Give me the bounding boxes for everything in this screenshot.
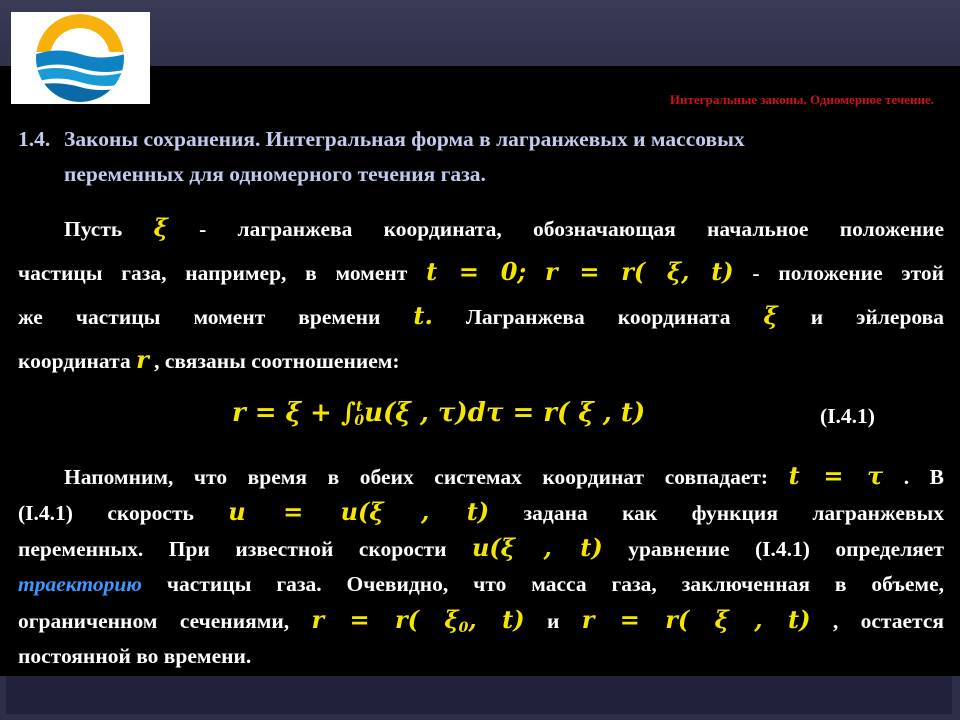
para2-line1: Напомним, что время в обеих системах координат совпадает: t = τ . В (64, 461, 945, 490)
math-xi: ξ (153, 213, 168, 242)
equation-formula: r = ξ + ∫$^t_0$u(ξ , τ)dτ = r( ξ , t) (232, 398, 646, 429)
para2-line4: траекторию частицы газа. Очевидно, что масса газа, заключенная в объеме, (18, 572, 944, 596)
logo (11, 12, 150, 104)
para1-line3: же частицы момент времени t. Лагранжева координата ξ и эйлерова (18, 301, 944, 330)
math-t-tau: t = τ (788, 461, 884, 490)
paragraph-2 (18, 458, 944, 674)
bottom-band (0, 676, 960, 720)
para1-line2: частицы газа, например, в момент t = 0; r = r( ξ, t) - положение этой (18, 257, 945, 286)
math-r-def: r = r( ξ, t) (545, 257, 734, 286)
math-t: t. (413, 301, 433, 330)
math-u: u(ξ , t) (471, 533, 603, 562)
section-heading-line2: переменных для одномерного течения газа. (64, 162, 486, 186)
para2-line3: переменных. При известной скорости u(ξ , t) уравнение (I.4.1) определяет (18, 533, 945, 562)
math-r: r (136, 345, 149, 374)
slide-title: Интегральные законы. Одномерное течение. (669, 92, 934, 107)
para2-line5: ограниченном сечениями, r = r( $\xi_0$, t) и r = r( ξ , t) , остается (18, 605, 945, 636)
equation-label: (I.4.1) (820, 404, 875, 428)
section-heading (18, 122, 946, 192)
math-velocity: u = u(ξ , t) (228, 497, 490, 526)
term-trajectory: траекторию (18, 572, 142, 596)
math-r-xi0: r = r( $\xi_0$, t) (311, 605, 525, 636)
para2-line6: постоянной во времени. (18, 644, 252, 668)
para1-line4: координата r , связаны соотношением: (18, 345, 400, 374)
section-number: 1.4. (18, 127, 51, 151)
para1-line1: Пусть ξ - лагранжева координата, обозначающая начальное положение (64, 213, 945, 242)
math-r-xi: r = r( ξ , t) (581, 605, 811, 634)
section-heading-line1: Законы сохранения. Интегральная форма в лагранжевых и массовых (64, 127, 745, 151)
para2-line2: (I.4.1) скорость u = u(ξ , t) задана как функция лагранжевых (18, 497, 945, 526)
equation-I-4-1 (0, 398, 960, 444)
paragraph-1 (18, 206, 944, 382)
integral-sign: ∫ (340, 398, 356, 428)
math-t-zero: t = 0; (426, 257, 527, 286)
sun-waves-logo-icon (11, 12, 150, 104)
math-xi: ξ (763, 301, 778, 330)
